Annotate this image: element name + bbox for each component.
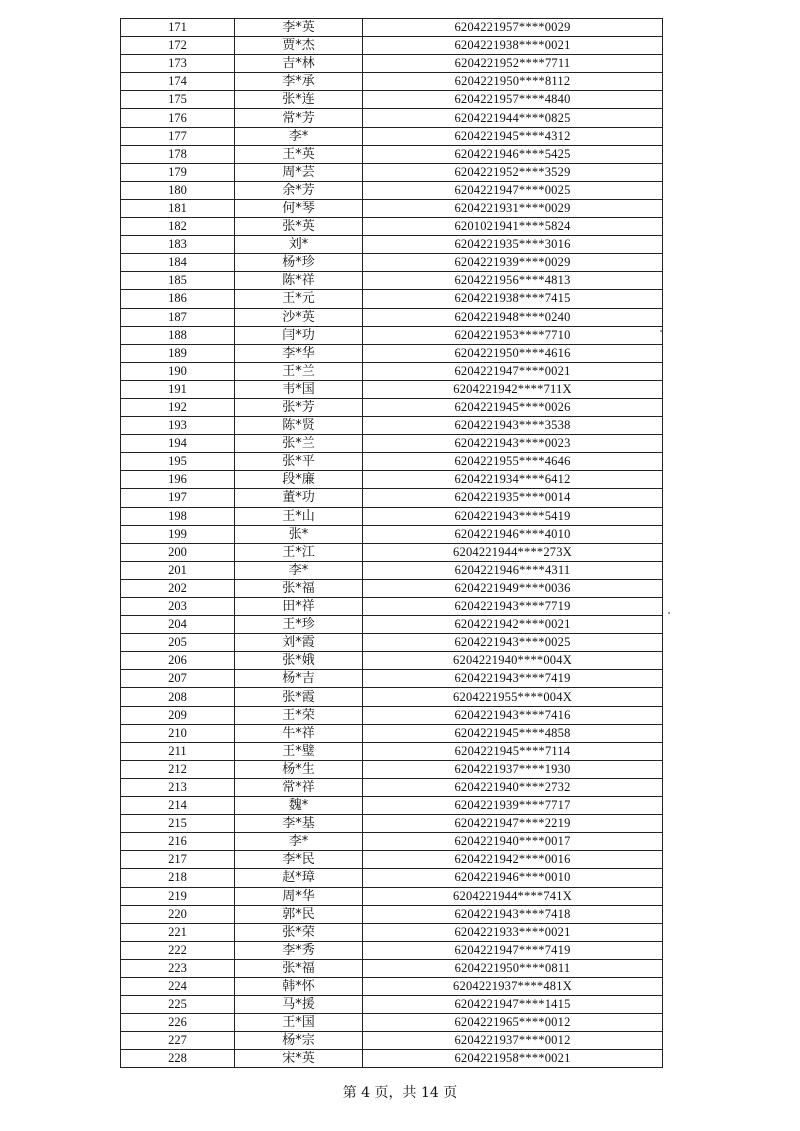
table-row [121, 815, 663, 833]
name-cell: 李* [235, 127, 363, 145]
id-number-cell: 6204221957****4840 [363, 91, 663, 109]
name-cell: 张*福 [235, 579, 363, 597]
table-row [121, 254, 663, 272]
row-number-cell: 198 [121, 507, 235, 525]
table-row [121, 362, 663, 380]
name-cell: 张*芳 [235, 398, 363, 416]
id-number-cell: 6204221965****0012 [363, 1014, 663, 1032]
name-cell: 余*芳 [235, 181, 363, 199]
name-cell: 何*琴 [235, 199, 363, 217]
row-number-cell: 206 [121, 652, 235, 670]
table-row [121, 833, 663, 851]
table-row [121, 417, 663, 435]
name-cell: 王*江 [235, 543, 363, 561]
name-cell: 贾*杰 [235, 37, 363, 55]
name-cell: 杨*生 [235, 760, 363, 778]
table-row [121, 670, 663, 688]
table-row [121, 652, 663, 670]
id-number-cell: 6204221945****4312 [363, 127, 663, 145]
id-number-cell: 6204221942****711X [363, 380, 663, 398]
id-number-cell: 6204221947****2219 [363, 815, 663, 833]
table-row [121, 543, 663, 561]
table-row [121, 561, 663, 579]
row-number-cell: 211 [121, 742, 235, 760]
table-row [121, 742, 663, 760]
id-number-cell: 6204221950****0811 [363, 959, 663, 977]
name-cell: 张*福 [235, 959, 363, 977]
name-cell: 马*援 [235, 996, 363, 1014]
table-row [121, 869, 663, 887]
row-number-cell: 171 [121, 19, 235, 37]
row-number-cell: 186 [121, 290, 235, 308]
id-number-cell: 6204221934****6412 [363, 471, 663, 489]
table-row [121, 398, 663, 416]
id-number-cell: 6204221943****0025 [363, 634, 663, 652]
table-row [121, 797, 663, 815]
row-number-cell: 212 [121, 760, 235, 778]
id-number-cell: 6204221946****5425 [363, 145, 663, 163]
row-number-cell: 175 [121, 91, 235, 109]
row-number-cell: 224 [121, 977, 235, 995]
table-row [121, 145, 663, 163]
row-number-cell: 227 [121, 1032, 235, 1050]
name-cell: 陈*祥 [235, 272, 363, 290]
row-number-cell: 228 [121, 1050, 235, 1068]
id-number-cell: 6204221946****4010 [363, 525, 663, 543]
table-row [121, 55, 663, 73]
scan-speck [668, 612, 670, 614]
row-number-cell: 217 [121, 851, 235, 869]
name-cell: 王*荣 [235, 706, 363, 724]
name-cell: 田*祥 [235, 598, 363, 616]
id-number-cell: 6204221935****0014 [363, 489, 663, 507]
table-row [121, 760, 663, 778]
name-cell: 刘*霞 [235, 634, 363, 652]
name-cell: 王*国 [235, 1014, 363, 1032]
table-row [121, 109, 663, 127]
row-number-cell: 197 [121, 489, 235, 507]
row-number-cell: 181 [121, 199, 235, 217]
id-number-cell: 6204221939****7717 [363, 797, 663, 815]
name-cell: 周*芸 [235, 163, 363, 181]
id-number-cell: 6204221945****4858 [363, 724, 663, 742]
table-row [121, 778, 663, 796]
row-number-cell: 205 [121, 634, 235, 652]
name-cell: 杨*珍 [235, 254, 363, 272]
id-number-cell: 6204221943****0023 [363, 435, 663, 453]
row-number-cell: 195 [121, 453, 235, 471]
table-row [121, 959, 663, 977]
row-number-cell: 193 [121, 417, 235, 435]
id-number-cell: 6204221950****8112 [363, 73, 663, 91]
name-cell: 张*英 [235, 218, 363, 236]
row-number-cell: 192 [121, 398, 235, 416]
id-number-cell: 6204221937****481X [363, 977, 663, 995]
id-number-cell: 6204221947****0025 [363, 181, 663, 199]
row-number-cell: 173 [121, 55, 235, 73]
table-row [121, 19, 663, 37]
row-number-cell: 220 [121, 905, 235, 923]
row-number-cell: 172 [121, 37, 235, 55]
table-row [121, 941, 663, 959]
id-number-cell: 6204221931****0029 [363, 199, 663, 217]
id-number-cell: 6204221950****4616 [363, 344, 663, 362]
page-footer: 第 4 页，共 14 页 [342, 1085, 458, 1101]
name-cell: 杨*宗 [235, 1032, 363, 1050]
row-number-cell: 184 [121, 254, 235, 272]
name-cell: 杨*吉 [235, 670, 363, 688]
id-number-cell: 6204221953****7710 [363, 326, 663, 344]
name-cell: 王*珍 [235, 616, 363, 634]
row-number-cell: 179 [121, 163, 235, 181]
name-cell: 赵*璋 [235, 869, 363, 887]
name-cell: 闫*功 [235, 326, 363, 344]
name-cell: 刘* [235, 236, 363, 254]
table-row [121, 453, 663, 471]
table-row [121, 308, 663, 326]
roster-table-body [121, 19, 663, 1068]
row-number-cell: 183 [121, 236, 235, 254]
row-number-cell: 185 [121, 272, 235, 290]
row-number-cell: 204 [121, 616, 235, 634]
table-row [121, 326, 663, 344]
name-cell: 吉*林 [235, 55, 363, 73]
table-row [121, 1014, 663, 1032]
id-number-cell: 6204221944****273X [363, 543, 663, 561]
name-cell: 李*秀 [235, 941, 363, 959]
name-cell: 牛*祥 [235, 724, 363, 742]
row-number-cell: 218 [121, 869, 235, 887]
name-cell: 张*平 [235, 453, 363, 471]
id-number-cell: 6204221943****5419 [363, 507, 663, 525]
row-number-cell: 200 [121, 543, 235, 561]
row-number-cell: 209 [121, 706, 235, 724]
id-number-cell: 6204221955****004X [363, 688, 663, 706]
name-cell: 段*廉 [235, 471, 363, 489]
row-number-cell: 199 [121, 525, 235, 543]
name-cell: 王*英 [235, 145, 363, 163]
name-cell: 常*祥 [235, 778, 363, 796]
table-row [121, 91, 663, 109]
id-number-cell: 6204221957****0029 [363, 19, 663, 37]
id-number-cell: 6204221937****1930 [363, 760, 663, 778]
name-cell: 李*华 [235, 344, 363, 362]
id-number-cell: 6204221958****0021 [363, 1050, 663, 1068]
id-number-cell: 6204221945****0026 [363, 398, 663, 416]
id-number-cell: 6204221940****0017 [363, 833, 663, 851]
row-number-cell: 189 [121, 344, 235, 362]
name-cell: 李* [235, 561, 363, 579]
name-cell: 李*民 [235, 851, 363, 869]
id-number-cell: 6204221943****7418 [363, 905, 663, 923]
row-number-cell: 225 [121, 996, 235, 1014]
id-number-cell: 6204221947****0021 [363, 362, 663, 380]
name-cell: 张*霞 [235, 688, 363, 706]
table-row [121, 236, 663, 254]
row-number-cell: 208 [121, 688, 235, 706]
table-row [121, 507, 663, 525]
row-number-cell: 188 [121, 326, 235, 344]
name-cell: 张*兰 [235, 435, 363, 453]
id-number-cell: 6204221955****4646 [363, 453, 663, 471]
table-row [121, 977, 663, 995]
name-cell: 王*元 [235, 290, 363, 308]
row-number-cell: 194 [121, 435, 235, 453]
name-cell: 周*华 [235, 887, 363, 905]
table-row [121, 905, 663, 923]
row-number-cell: 174 [121, 73, 235, 91]
name-cell: 韦*国 [235, 380, 363, 398]
row-number-cell: 210 [121, 724, 235, 742]
table-row [121, 199, 663, 217]
row-number-cell: 202 [121, 579, 235, 597]
name-cell: 沙*英 [235, 308, 363, 326]
name-cell: 常*芳 [235, 109, 363, 127]
id-number-cell: 6204221948****0240 [363, 308, 663, 326]
id-number-cell: 6204221944****741X [363, 887, 663, 905]
row-number-cell: 190 [121, 362, 235, 380]
id-number-cell: 6204221940****004X [363, 652, 663, 670]
scan-speck [660, 330, 662, 332]
table-row [121, 471, 663, 489]
table-row [121, 688, 663, 706]
id-number-cell: 6204221938****7415 [363, 290, 663, 308]
table-row [121, 163, 663, 181]
table-row [121, 218, 663, 236]
roster-table [120, 18, 663, 1068]
id-number-cell: 6204221952****7711 [363, 55, 663, 73]
table-row [121, 380, 663, 398]
table-row [121, 579, 663, 597]
name-cell: 李*基 [235, 815, 363, 833]
row-number-cell: 201 [121, 561, 235, 579]
id-number-cell: 6204221942****0021 [363, 616, 663, 634]
table-row [121, 706, 663, 724]
table-row [121, 344, 663, 362]
name-cell: 张*连 [235, 91, 363, 109]
id-number-cell: 6204221946****4311 [363, 561, 663, 579]
id-number-cell: 6204221947****7419 [363, 941, 663, 959]
id-number-cell: 6204221956****4813 [363, 272, 663, 290]
row-number-cell: 207 [121, 670, 235, 688]
id-number-cell: 6204221943****7419 [363, 670, 663, 688]
row-number-cell: 182 [121, 218, 235, 236]
row-number-cell: 203 [121, 598, 235, 616]
name-cell: 李* [235, 833, 363, 851]
table-row [121, 887, 663, 905]
row-number-cell: 180 [121, 181, 235, 199]
row-number-cell: 222 [121, 941, 235, 959]
id-number-cell: 6204221944****0825 [363, 109, 663, 127]
name-cell: 王*兰 [235, 362, 363, 380]
row-number-cell: 223 [121, 959, 235, 977]
row-number-cell: 178 [121, 145, 235, 163]
table-row [121, 616, 663, 634]
row-number-cell: 196 [121, 471, 235, 489]
id-number-cell: 6204221943****7719 [363, 598, 663, 616]
name-cell: 陈*贤 [235, 417, 363, 435]
name-cell: 张*娥 [235, 652, 363, 670]
row-number-cell: 226 [121, 1014, 235, 1032]
table-row [121, 127, 663, 145]
row-number-cell: 215 [121, 815, 235, 833]
id-number-cell: 6201021941****5824 [363, 218, 663, 236]
table-row [121, 996, 663, 1014]
table-row [121, 851, 663, 869]
id-number-cell: 6204221943****7416 [363, 706, 663, 724]
table-row [121, 923, 663, 941]
name-cell: 宋*英 [235, 1050, 363, 1068]
id-number-cell: 6204221947****1415 [363, 996, 663, 1014]
id-number-cell: 6204221939****0029 [363, 254, 663, 272]
name-cell: 张* [235, 525, 363, 543]
name-cell: 李*英 [235, 19, 363, 37]
table-row [121, 181, 663, 199]
id-number-cell: 6204221938****0021 [363, 37, 663, 55]
name-cell: 张*荣 [235, 923, 363, 941]
name-cell: 王*璧 [235, 742, 363, 760]
row-number-cell: 177 [121, 127, 235, 145]
row-number-cell: 214 [121, 797, 235, 815]
table-row [121, 489, 663, 507]
id-number-cell: 6204221943****3538 [363, 417, 663, 435]
row-number-cell: 216 [121, 833, 235, 851]
table-row [121, 724, 663, 742]
id-number-cell: 6204221933****0021 [363, 923, 663, 941]
id-number-cell: 6204221940****2732 [363, 778, 663, 796]
row-number-cell: 213 [121, 778, 235, 796]
id-number-cell: 6204221952****3529 [363, 163, 663, 181]
table-row [121, 598, 663, 616]
table-row [121, 525, 663, 543]
name-cell: 王*山 [235, 507, 363, 525]
row-number-cell: 176 [121, 109, 235, 127]
table-row [121, 1050, 663, 1068]
name-cell: 韩*怀 [235, 977, 363, 995]
row-number-cell: 221 [121, 923, 235, 941]
table-row [121, 1032, 663, 1050]
name-cell: 郭*民 [235, 905, 363, 923]
table-row [121, 435, 663, 453]
id-number-cell: 6204221935****3016 [363, 236, 663, 254]
name-cell: 李*承 [235, 73, 363, 91]
name-cell: 董*功 [235, 489, 363, 507]
id-number-cell: 6204221949****0036 [363, 579, 663, 597]
row-number-cell: 191 [121, 380, 235, 398]
id-number-cell: 6204221937****0012 [363, 1032, 663, 1050]
table-row [121, 73, 663, 91]
table-row [121, 272, 663, 290]
table-row [121, 634, 663, 652]
table-row [121, 37, 663, 55]
row-number-cell: 219 [121, 887, 235, 905]
table-row [121, 290, 663, 308]
row-number-cell: 187 [121, 308, 235, 326]
id-number-cell: 6204221946****0010 [363, 869, 663, 887]
id-number-cell: 6204221942****0016 [363, 851, 663, 869]
name-cell: 魏* [235, 797, 363, 815]
id-number-cell: 6204221945****7114 [363, 742, 663, 760]
